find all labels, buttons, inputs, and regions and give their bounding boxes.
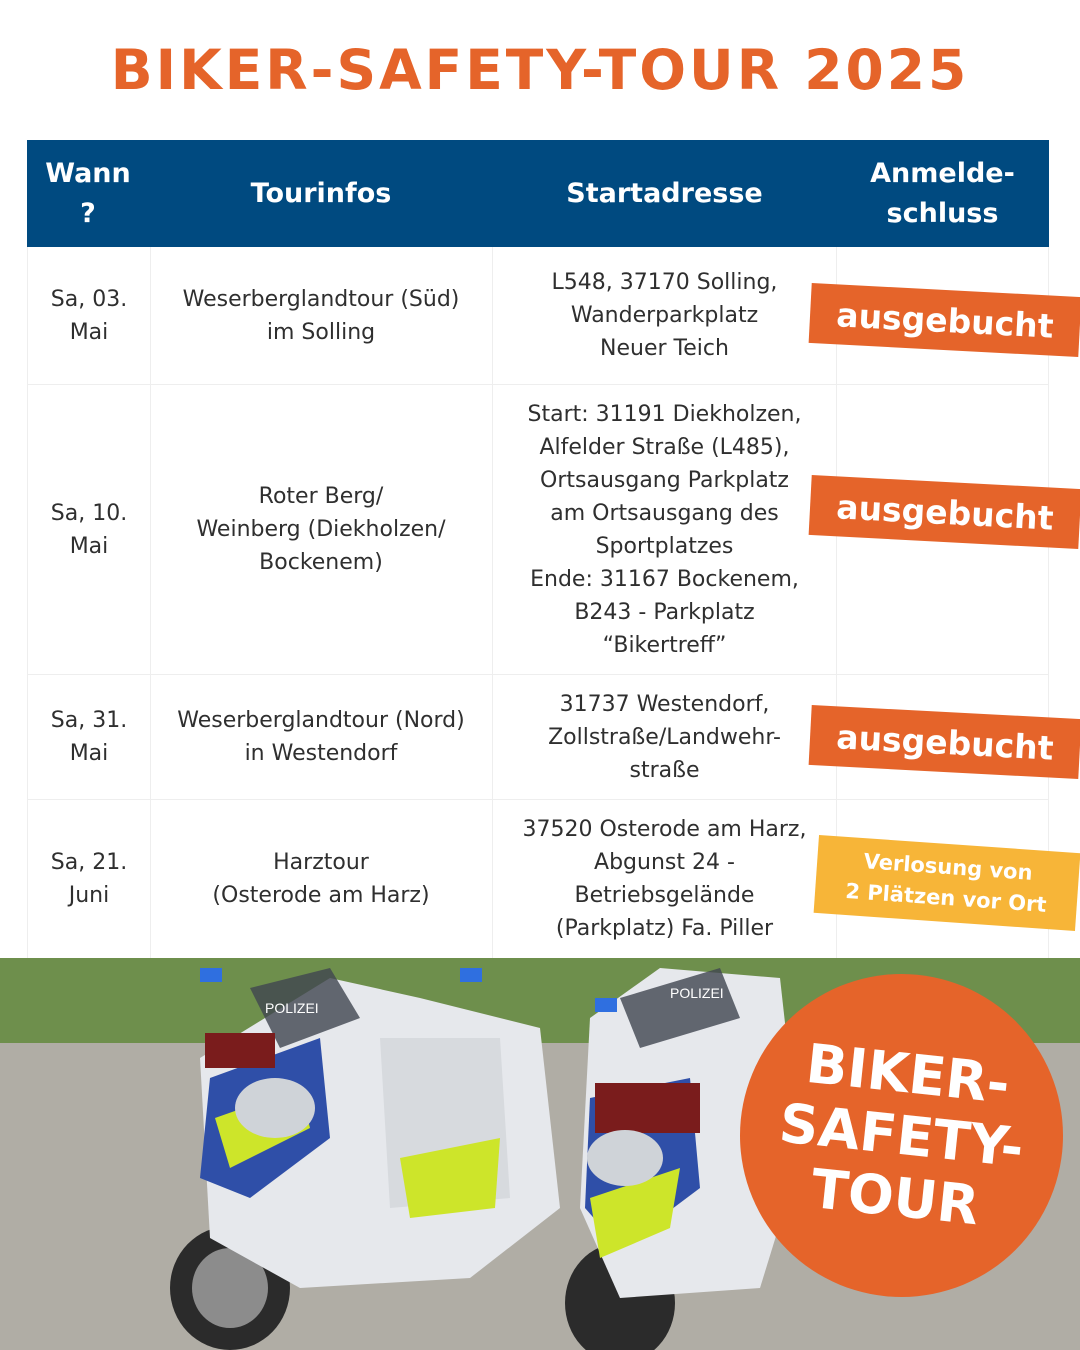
status-badge-booked: ausgebucht (809, 283, 1080, 357)
header-when: Wann ? (45, 157, 131, 229)
status-badge-raffle: Verlosung von 2 Plätzen vor Ort (814, 835, 1080, 931)
status-badge-booked: ausgebucht (809, 705, 1080, 779)
row-address: L548, 37170 Solling, Wanderparkplatz Neuer Teich (493, 247, 837, 384)
row-tour-info: Harztour (Osterode am Harz) (150, 800, 493, 958)
table-header (27, 140, 1049, 247)
biker-safety-tour-badge (740, 974, 1063, 1297)
header-tour-info: Tourinfos (250, 177, 392, 209)
row-date: Sa, 31. Mai (27, 675, 151, 799)
status-badge-booked: ausgebucht (809, 475, 1080, 549)
row-date: Sa, 03. Mai (27, 247, 151, 384)
row-address: Start: 31191 Diekholzen, Alfelder Straße (L485), Ortsausgang Parkplatz am Ortsausgang des Sportplatzes Ende: 31167 Bockenem, B243 - Parkplatz “Bikertreff” (493, 385, 837, 674)
header-start-address: Startadresse (566, 177, 763, 209)
header-deadline: Anmelde- schluss (870, 157, 1015, 229)
badge-text: BIKER- SAFETY- TOUR (776, 1031, 1027, 1237)
right-bike-label: POLIZEI (670, 985, 724, 1001)
row-address: 31737 Westendorf, Zollstraße/Landwehr- straße (493, 675, 837, 799)
row-tour-info: Weserberglandtour (Süd) im Solling (150, 247, 493, 384)
row-date: Sa, 10. Mai (27, 385, 151, 674)
left-bike-label: POLIZEI (265, 1000, 319, 1016)
page-title: BIKER-SAFETY-TOUR 2025 (110, 38, 970, 102)
row-address: 37520 Osterode am Harz, Abgunst 24 - Betriebsgelände (Parkplatz) Fa. Piller (493, 800, 837, 958)
row-tour-info: Roter Berg/ Weinberg (Diekholzen/ Bockenem) (150, 385, 493, 674)
row-tour-info: Weserberglandtour (Nord) in Westendorf (150, 675, 493, 799)
row-date: Sa, 21. Juni (27, 800, 151, 958)
